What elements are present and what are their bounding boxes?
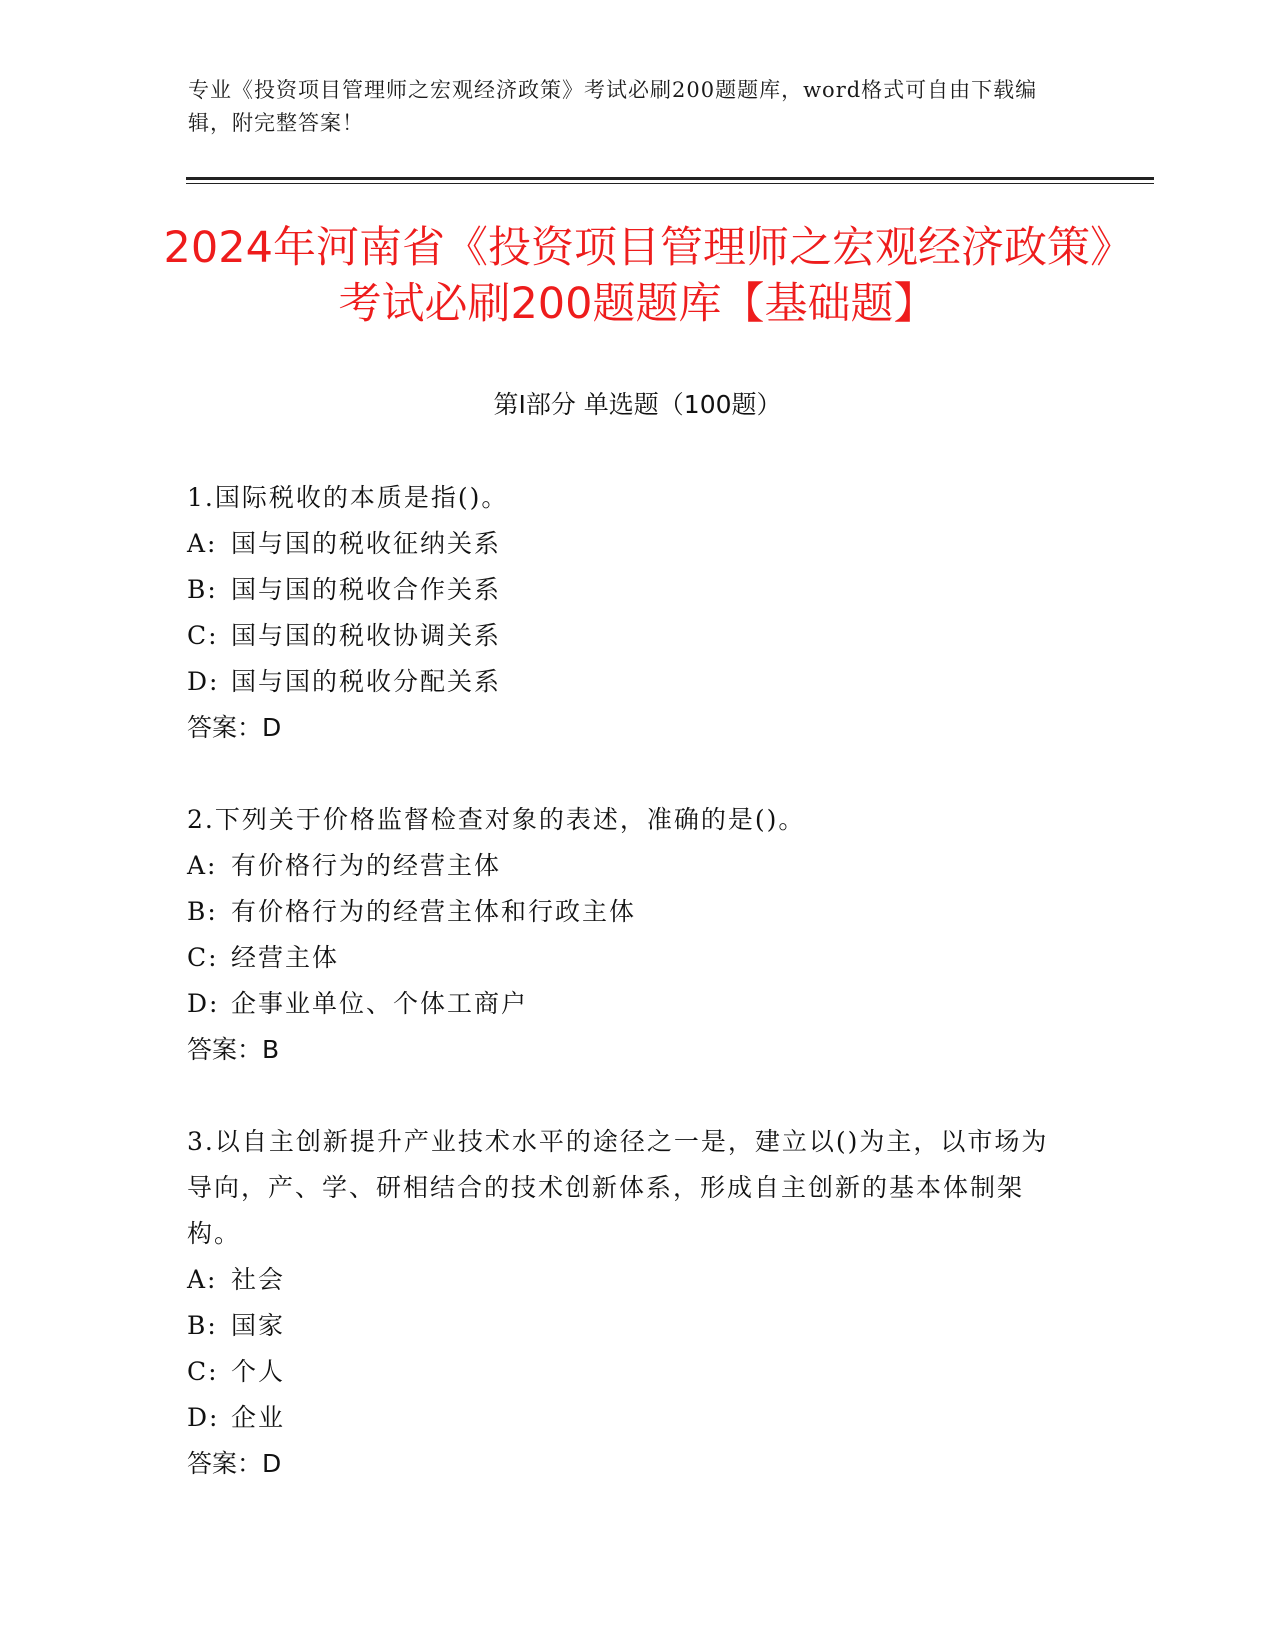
option-text: 社会 <box>231 1265 286 1294</box>
option-text: 国与国的税收合作关系 <box>231 575 502 604</box>
answer-line: 答案：D <box>187 713 282 742</box>
document-title: 2024年河南省《投资项目管理师之宏观经济政策》考试必刷200题题库【基础题】 <box>163 223 1112 329</box>
option-b <box>187 567 1067 613</box>
option-text: 有价格行为的经营主体 <box>231 851 502 880</box>
option-letter: A: <box>187 1265 218 1294</box>
option-letter: A: <box>187 529 218 558</box>
option-letter: D: <box>187 1403 220 1432</box>
section-title: 第I部分 单选题（100题） <box>493 390 782 419</box>
option-text: 国与国的税收征纳关系 <box>231 529 502 558</box>
option-text: 国与国的税收分配关系 <box>231 667 502 696</box>
option-text: 经营主体 <box>231 943 340 972</box>
option-a <box>187 521 1067 567</box>
answer-line: 答案：B <box>187 1035 280 1064</box>
option-a <box>187 843 1067 889</box>
option-letter: C: <box>187 943 219 972</box>
option-letter: C: <box>187 1357 219 1386</box>
option-d <box>187 659 1067 705</box>
option-text: 国与国的税收协调关系 <box>231 621 502 650</box>
option-letter: A: <box>187 851 218 880</box>
option-b <box>187 1303 1067 1349</box>
option-a <box>187 1257 1067 1303</box>
header-divider-thin <box>186 183 1154 184</box>
option-letter: D: <box>187 667 220 696</box>
option-text: 企事业单位、个体工商户 <box>231 989 529 1018</box>
option-text: 企业 <box>231 1403 286 1432</box>
question-stem: 3.以自主创新提升产业技术水平的途径之一是，建立以()为主，以市场为导向，产、学、研相结合的技术创新体系，形成自主创新的基本体制架构。 <box>187 1127 1049 1248</box>
question-stem: 1.国际税收的本质是指()。 <box>187 483 509 512</box>
option-d <box>187 1395 1067 1441</box>
header-note: 专业《投资项目管理师之宏观经济政策》考试必刷200题题库，word格式可自由下载编辑，附完整答案！ <box>188 78 1038 135</box>
option-letter: C: <box>187 621 219 650</box>
question-list <box>187 475 1067 1533</box>
option-c <box>187 935 1067 981</box>
header-divider-thick <box>186 177 1154 180</box>
option-text: 有价格行为的经营主体和行政主体 <box>231 897 637 926</box>
question-2 <box>187 797 1067 1073</box>
option-text: 国家 <box>231 1311 286 1340</box>
option-letter: D: <box>187 989 220 1018</box>
question-1 <box>187 475 1067 751</box>
option-d <box>187 981 1067 1027</box>
option-c <box>187 1349 1067 1395</box>
question-3 <box>187 1119 1067 1487</box>
option-letter: B: <box>187 575 218 604</box>
option-c <box>187 613 1067 659</box>
question-stem: 2.下列关于价格监督检查对象的表述，准确的是()。 <box>187 805 806 834</box>
option-letter: B: <box>187 897 218 926</box>
option-text: 个人 <box>231 1357 286 1386</box>
answer-line: 答案：D <box>187 1449 282 1478</box>
option-b <box>187 889 1067 935</box>
option-letter: B: <box>187 1311 218 1340</box>
